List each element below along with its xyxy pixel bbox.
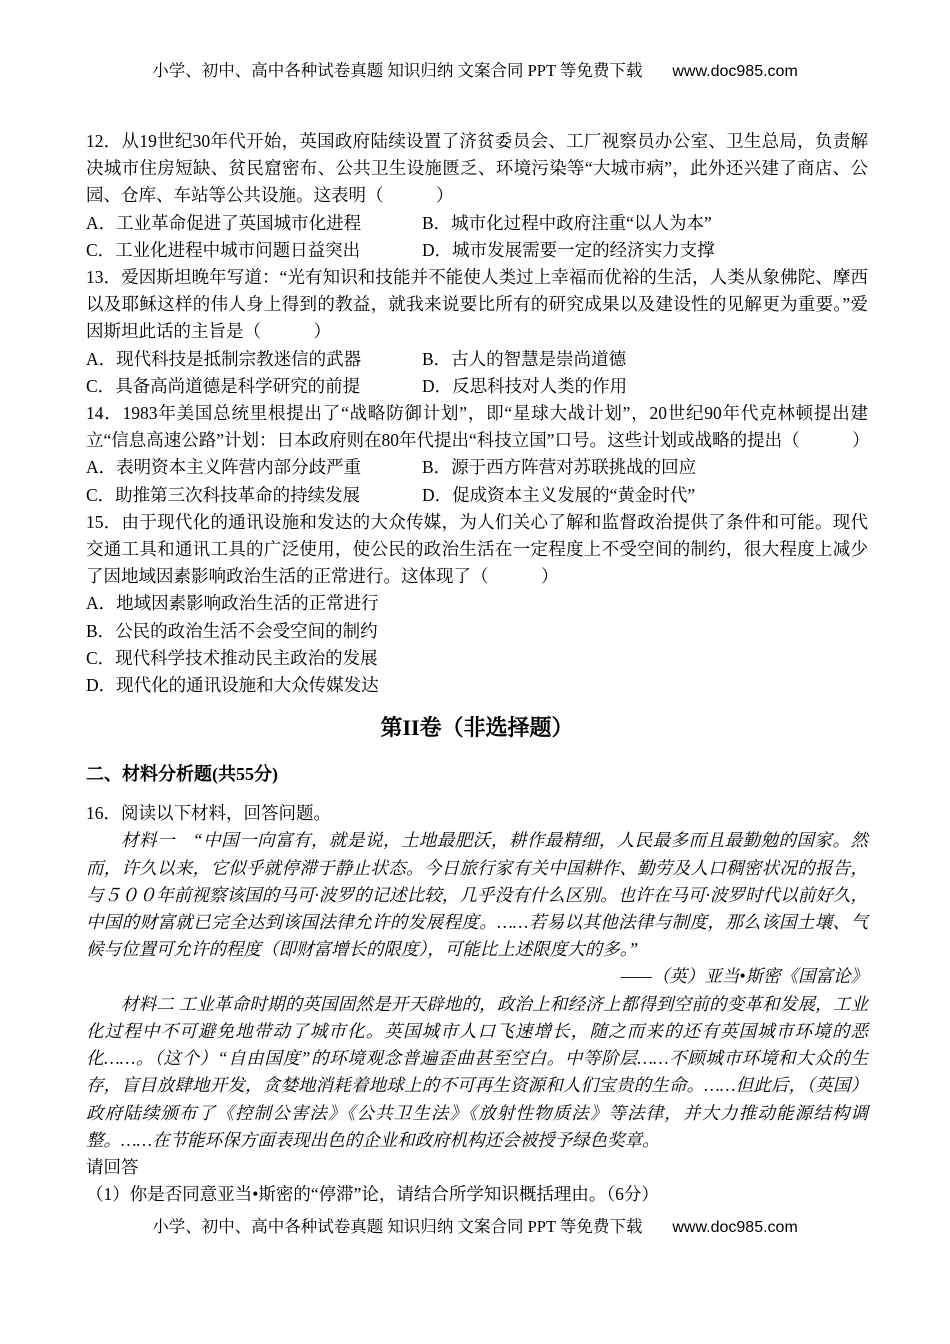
- question-12-option-c: C．工业化进程中城市问题日益突出: [86, 239, 361, 260]
- question-16-material-1-source: ——（英）亚当•斯密《国富论》: [620, 966, 868, 987]
- question-14-option-b: B．源于西方阵营对苏联挑战的回应: [422, 457, 697, 478]
- question-12-stem: 12．从19世纪30年代开始，英国政府陆续设置了济贫委员会、工厂视察员办公室、卫生总局，负责解决城市住房短缺、贫民窟密布、公共卫生设施匮乏、环境污染等“大城市病”，此外还兴建了商店、公园、仓库、车站等公共设施。这表明（ ）: [86, 131, 868, 206]
- question-13-option-d: D．反思科技对人类的作用: [422, 375, 628, 396]
- question-13-option-c: C．具备高尚道德是科学研究的前提: [86, 375, 361, 396]
- question-12: [86, 128, 868, 264]
- question-16-answer-prompt: 请回答: [86, 1156, 139, 1177]
- footer-url-link[interactable]: www.doc985.com: [672, 1219, 798, 1237]
- question-12-option-b: B．城市化过程中政府注重“以人为本”: [422, 212, 712, 233]
- question-13-options: [86, 346, 868, 400]
- question-15-option-d: D．现代化的通讯设施和大众传媒发达: [86, 675, 379, 696]
- header-url-link[interactable]: www.doc985.com: [672, 63, 798, 80]
- question-14-option-a: A．表明资本主义阵营内部分歧严重: [86, 457, 362, 478]
- page-footer: [0, 1216, 950, 1239]
- question-13-option-b: B．古人的智慧是崇尚道德: [422, 348, 627, 369]
- question-15-options: [86, 590, 868, 699]
- question-15-stem: 15．由于现代化的通讯设施和发达的大众传媒，为人们关心了解和监督政治提供了条件和可能。现代交通工具和通讯工具的广泛使用，使公民的政治生活在一定程度上不受空间的制约，很大程度上减少了因地域因素影响政治生活的正常进行。这体现了（ ）: [86, 511, 868, 587]
- question-16: [86, 800, 868, 1208]
- header-promo-text: 小学、初中、高中各种试卷真题 知识归纳 文案合同 PPT 等免费下载: [152, 61, 643, 80]
- page-header: [0, 0, 950, 83]
- question-16-material-1: 材料一 “中国一向富有，就是说，土地最肥沃，耕作最精细，人民最多而且最勤勉的国家。然而，许久以来，它似乎就停滞于静止状态。今日旅行家有关中国耕作、勤劳及人口稠密状况的报告，与５００年前视察该国的马可·波罗的记述比较，几乎没有什么区别。也许在马可·波罗时代以前好久，中国的财富就已完全达到该国法律允许的发展程度。……若易以其他法律与制度，那么该国土壤、气候与位置可允许的程度（即财富增长的限度），可能比上述限度大的多。”: [86, 830, 868, 960]
- question-15-option-a: A．地域因素影响政治生活的正常进行: [86, 593, 379, 614]
- question-15: [86, 509, 868, 699]
- question-14-options: [86, 454, 868, 508]
- question-14-option-c: C．助推第三次科技革命的持续发展: [86, 484, 361, 505]
- question-13: [86, 264, 868, 400]
- question-15-option-c: C．现代科学技术推动民主政治的发展: [86, 647, 378, 668]
- footer-promo-text: 小学、初中、高中各种试卷真题 知识归纳 文案合同 PPT 等免费下载: [152, 1217, 643, 1237]
- question-13-option-a: A．现代科技是抵制宗教迷信的武器: [86, 348, 362, 369]
- question-14: [86, 400, 868, 509]
- part2-title: 第II卷（非选择题）: [380, 715, 574, 741]
- question-14-stem: 14．1983年美国总统里根提出了“战略防御计划”，即“星球大战计划”，20世纪90年代克林顿提出建立“信息高速公路”计划：日本政府则在80年代提出“科技立国”口号。这些计划或战略的提出（ ）: [86, 403, 870, 451]
- question-16-intro: 16．阅读以下材料，回答问题。: [86, 803, 331, 824]
- question-14-option-d: D．促成资本主义发展的“黄金时代”: [422, 484, 696, 505]
- question-12-option-d: D．城市发展需要一定的经济实力支撑: [422, 239, 715, 260]
- question-12-options: [86, 210, 868, 264]
- question-13-stem: 13．爱因斯坦晚年写道：“光有知识和技能并不能使人类过上幸福而优裕的生活，人类从象佛陀、摩西以及耶稣这样的伟人身上得到的教益，就我来说要比所有的研究成果以及建设性的见解更为重要。”爱因斯坦此话的主旨是（ ）: [86, 267, 868, 342]
- question-15-option-b: B．公民的政治生活不会受空间的制约: [86, 620, 378, 641]
- section2-heading: 二、材料分析题(共55分): [86, 764, 278, 785]
- question-16-material-2: 材料二 工业革命时期的英国固然是开天辟地的，政治上和经济上都得到空前的变革和发展，工业化过程中不可避免地带动了城市化。英国城市人口飞速增长，随之而来的还有英国城市环境的恶化……。（这个）“自由国度”的环境观念普遍歪曲甚至空白。中等阶层……不顾城市环境和大众的生存，盲目放肆地开发，贪婪地消耗着地球上的不可再生资源和人们宝贵的生命。……但此后，（英国）政府陆续颁布了《控制公害法》《公共卫生法》《放射性物质法》等法律，并大力推动能源结构调整。……在节能环保方面表现出色的企业和政府机构还会被授予绿色奖章。: [86, 993, 868, 1150]
- question-16-sub-question-1: （1）你是否同意亚当•斯密的“停滞”论，请结合所学知识概括理由。（6分）: [86, 1184, 659, 1205]
- question-12-option-a: A．工业革命促进了英国城市化进程: [86, 212, 362, 233]
- exam-content: [86, 128, 868, 1208]
